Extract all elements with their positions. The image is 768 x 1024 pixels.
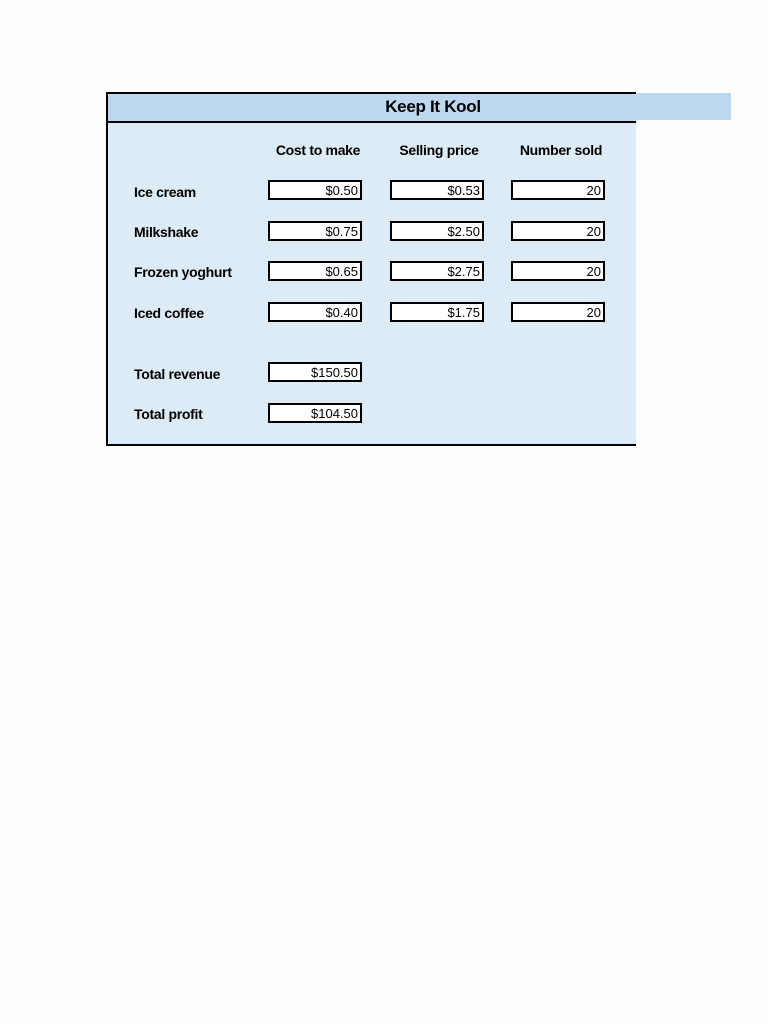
price-cell-ice-cream[interactable]: $0.53 <box>390 180 484 200</box>
price-cell-milkshake[interactable]: $2.50 <box>390 221 484 241</box>
sheet-panel <box>106 92 636 446</box>
price-cell-frozen-yoghurt[interactable]: $2.75 <box>390 261 484 281</box>
column-header-price: Selling price <box>399 142 479 158</box>
sold-cell-ice-cream[interactable]: 20 <box>511 180 605 200</box>
sheet-title: Keep It Kool <box>385 97 481 116</box>
total-revenue-label: Total revenue <box>134 366 221 382</box>
total-profit-cell[interactable]: $104.50 <box>268 403 362 423</box>
sold-cell-iced-coffee[interactable]: 20 <box>511 302 605 322</box>
title-row <box>108 94 636 123</box>
cost-cell-iced-coffee[interactable]: $0.40 <box>268 302 362 322</box>
total-profit-label: Total profit <box>134 406 203 422</box>
row-label-ice-cream: Ice cream <box>134 184 196 200</box>
column-header-sold: Number sold <box>519 142 603 158</box>
price-cell-iced-coffee[interactable]: $1.75 <box>390 302 484 322</box>
column-header-cost: Cost to make <box>275 142 361 158</box>
row-label-frozen-yoghurt: Frozen yoghurt <box>134 264 232 280</box>
total-revenue-cell[interactable]: $150.50 <box>268 362 362 382</box>
row-label-milkshake: Milkshake <box>134 224 199 240</box>
cost-cell-frozen-yoghurt[interactable]: $0.65 <box>268 261 362 281</box>
sold-cell-milkshake[interactable]: 20 <box>511 221 605 241</box>
sold-cell-frozen-yoghurt[interactable]: 20 <box>511 261 605 281</box>
row-label-iced-coffee: Iced coffee <box>134 305 204 321</box>
cost-cell-milkshake[interactable]: $0.75 <box>268 221 362 241</box>
cost-cell-ice-cream[interactable]: $0.50 <box>268 180 362 200</box>
